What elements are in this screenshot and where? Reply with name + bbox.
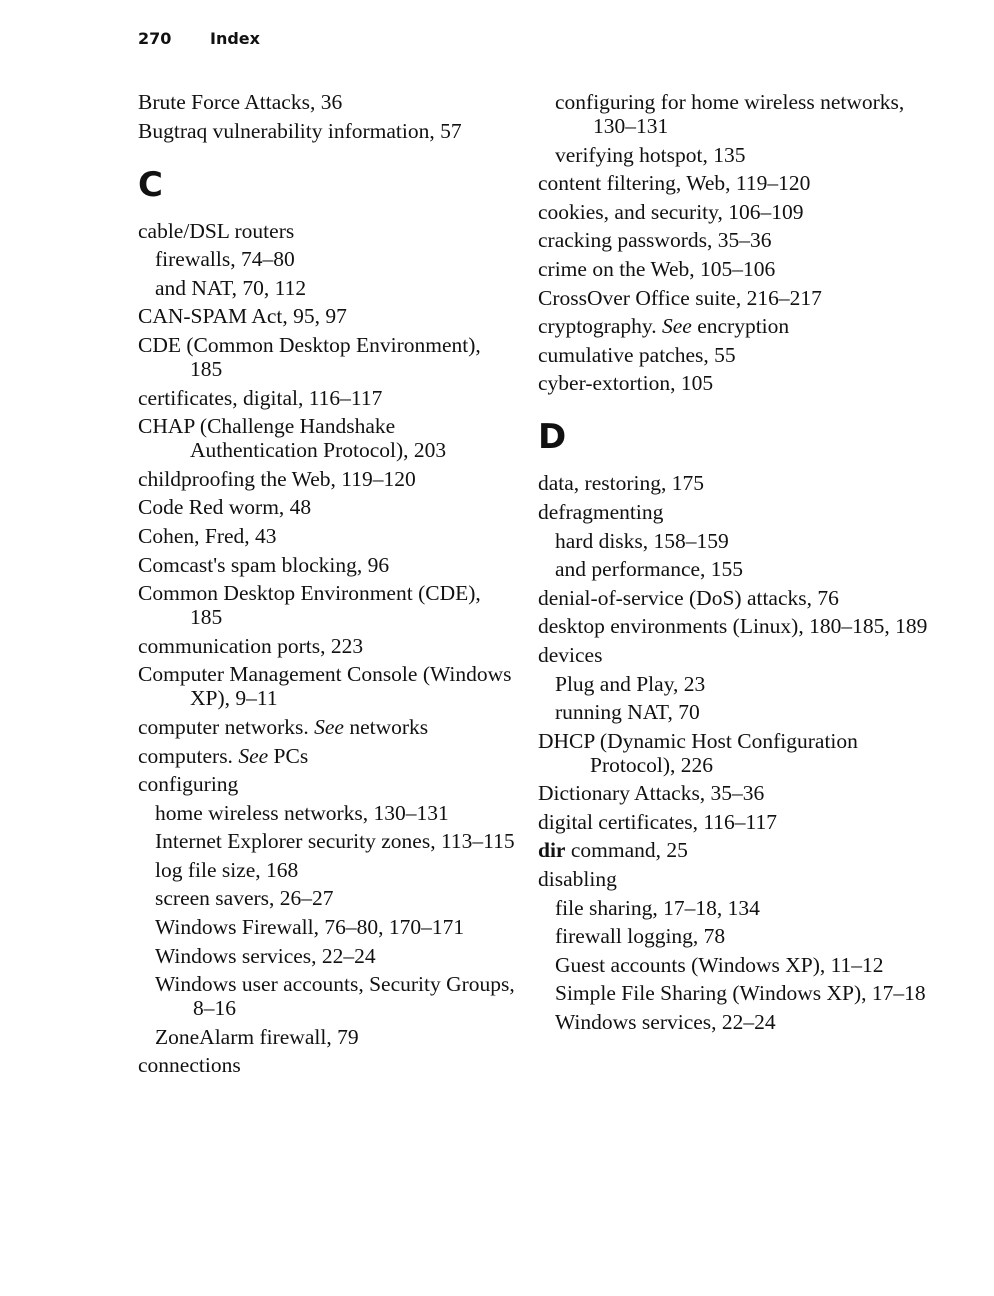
index-subentry: Simple File Sharing (Windows XP), 17–18	[555, 981, 926, 1006]
index-entry: cable/DSL routers	[138, 218, 295, 243]
index-entry: digital certificates, 116–117	[538, 809, 778, 834]
index-subentry: Internet Explorer security zones, 113–115	[155, 829, 515, 854]
index-entry: Common Desktop Environment (CDE), 185	[138, 581, 481, 630]
index-subentry: Windows Firewall, 76–80, 170–171	[155, 915, 465, 940]
index-entry: disabling	[538, 867, 617, 892]
index-entry: cumulative patches, 55	[538, 342, 736, 367]
index-subentry: hard disks, 158–159	[555, 528, 729, 553]
index-subentry: Windows user accounts, Security Groups, 8–16	[155, 972, 515, 1021]
index-entry	[538, 838, 938, 862]
index-entry: cracking passwords, 35–36	[538, 228, 772, 253]
index-entry: defragmenting	[538, 499, 664, 524]
index-entry: CrossOver Office suite, 216–217	[538, 285, 822, 310]
index-entry	[538, 314, 938, 338]
index-subentry: Guest accounts (Windows XP), 11–12	[555, 952, 884, 977]
index-entry: Dictionary Attacks, 35–36	[538, 781, 765, 806]
index-subentry: screen savers, 26–27	[155, 886, 334, 911]
index-subentry: log file size, 168	[155, 857, 299, 882]
index-entry: CDE (Common Desktop Environment), 185	[138, 332, 481, 381]
index-entry: Code Red worm, 48	[138, 495, 312, 520]
index-entry: childproofing the Web, 119–120	[138, 466, 416, 491]
entry-target: networks	[343, 714, 429, 739]
see-reference: See	[314, 714, 344, 739]
index-column-right	[538, 90, 938, 1039]
index-entry: cookies, and security, 106–109	[538, 199, 804, 224]
index-entry: connections	[138, 1053, 241, 1078]
index-entry: denial-of-service (DoS) attacks, 76	[538, 585, 839, 610]
index-subentry: and performance, 155	[555, 557, 744, 582]
index-entry: communication ports, 223	[138, 633, 364, 658]
index-entry: Brute Force Attacks, 36	[138, 90, 343, 114]
index-subentry: file sharing, 17–18, 134	[555, 895, 760, 920]
index-entry	[138, 715, 518, 739]
index-entry: devices	[538, 642, 603, 667]
section-letter: C	[138, 164, 163, 205]
index-entry: CHAP (Challenge Handshake Authentication Protocol), 203	[138, 414, 447, 463]
entry-term: cryptography.	[538, 314, 662, 339]
index-entry: crime on the Web, 105–106	[538, 256, 776, 281]
index-entry: CAN-SPAM Act, 95, 97	[138, 304, 347, 329]
page-number: 270	[138, 29, 172, 48]
section-title: Index	[210, 29, 260, 48]
index-subentry: firewalls, 74–80	[155, 247, 295, 272]
index-entry: Comcast's spam blocking, 96	[138, 552, 390, 577]
index-entry: data, restoring, 175	[538, 471, 704, 496]
index-subentry: verifying hotspot, 135	[555, 142, 746, 167]
index-entry: desktop environments (Linux), 180–185, 189	[538, 614, 928, 639]
see-reference: See	[238, 743, 269, 768]
entry-term: computer networks.	[138, 714, 315, 739]
see-reference: See	[661, 314, 692, 339]
index-subentry: Plug and Play, 23	[555, 671, 706, 696]
index-entry: DHCP (Dynamic Host Configuration Protocol), 226	[538, 728, 858, 777]
index-subentry: configuring for home wireless networks, 130–131	[555, 90, 905, 138]
index-subentry: firewall logging, 78	[555, 924, 726, 949]
index-subentry: and NAT, 70, 112	[155, 275, 307, 300]
index-entry: Computer Management Console (Windows XP), 9–11	[138, 662, 512, 711]
index-entry	[138, 744, 518, 768]
entry-target: encryption	[691, 314, 790, 339]
index-subentry: home wireless networks, 130–131	[155, 800, 449, 825]
entry-target: command, 25	[565, 838, 688, 863]
index-subentry: Windows services, 22–24	[555, 1010, 776, 1035]
entry-term: computers.	[138, 743, 239, 768]
index-subentry: running NAT, 70	[555, 700, 700, 725]
index-subentry: ZoneAlarm firewall, 79	[155, 1024, 359, 1049]
index-subentry: Windows services, 22–24	[155, 943, 376, 968]
index-entry: Cohen, Fred, 43	[138, 523, 277, 548]
running-header	[138, 29, 260, 48]
index-entry: cyber-extortion, 105	[538, 371, 714, 396]
index-entry: content filtering, Web, 119–120	[538, 171, 811, 196]
entry-command-term: dir	[538, 838, 566, 863]
entry-target: PCs	[268, 743, 309, 768]
index-entry: certificates, digital, 116–117	[138, 385, 383, 410]
section-letter: D	[538, 417, 567, 458]
index-column-left	[138, 90, 518, 1082]
index-entry: Bugtraq vulnerability information, 57	[138, 118, 462, 143]
index-entry: configuring	[138, 772, 239, 797]
